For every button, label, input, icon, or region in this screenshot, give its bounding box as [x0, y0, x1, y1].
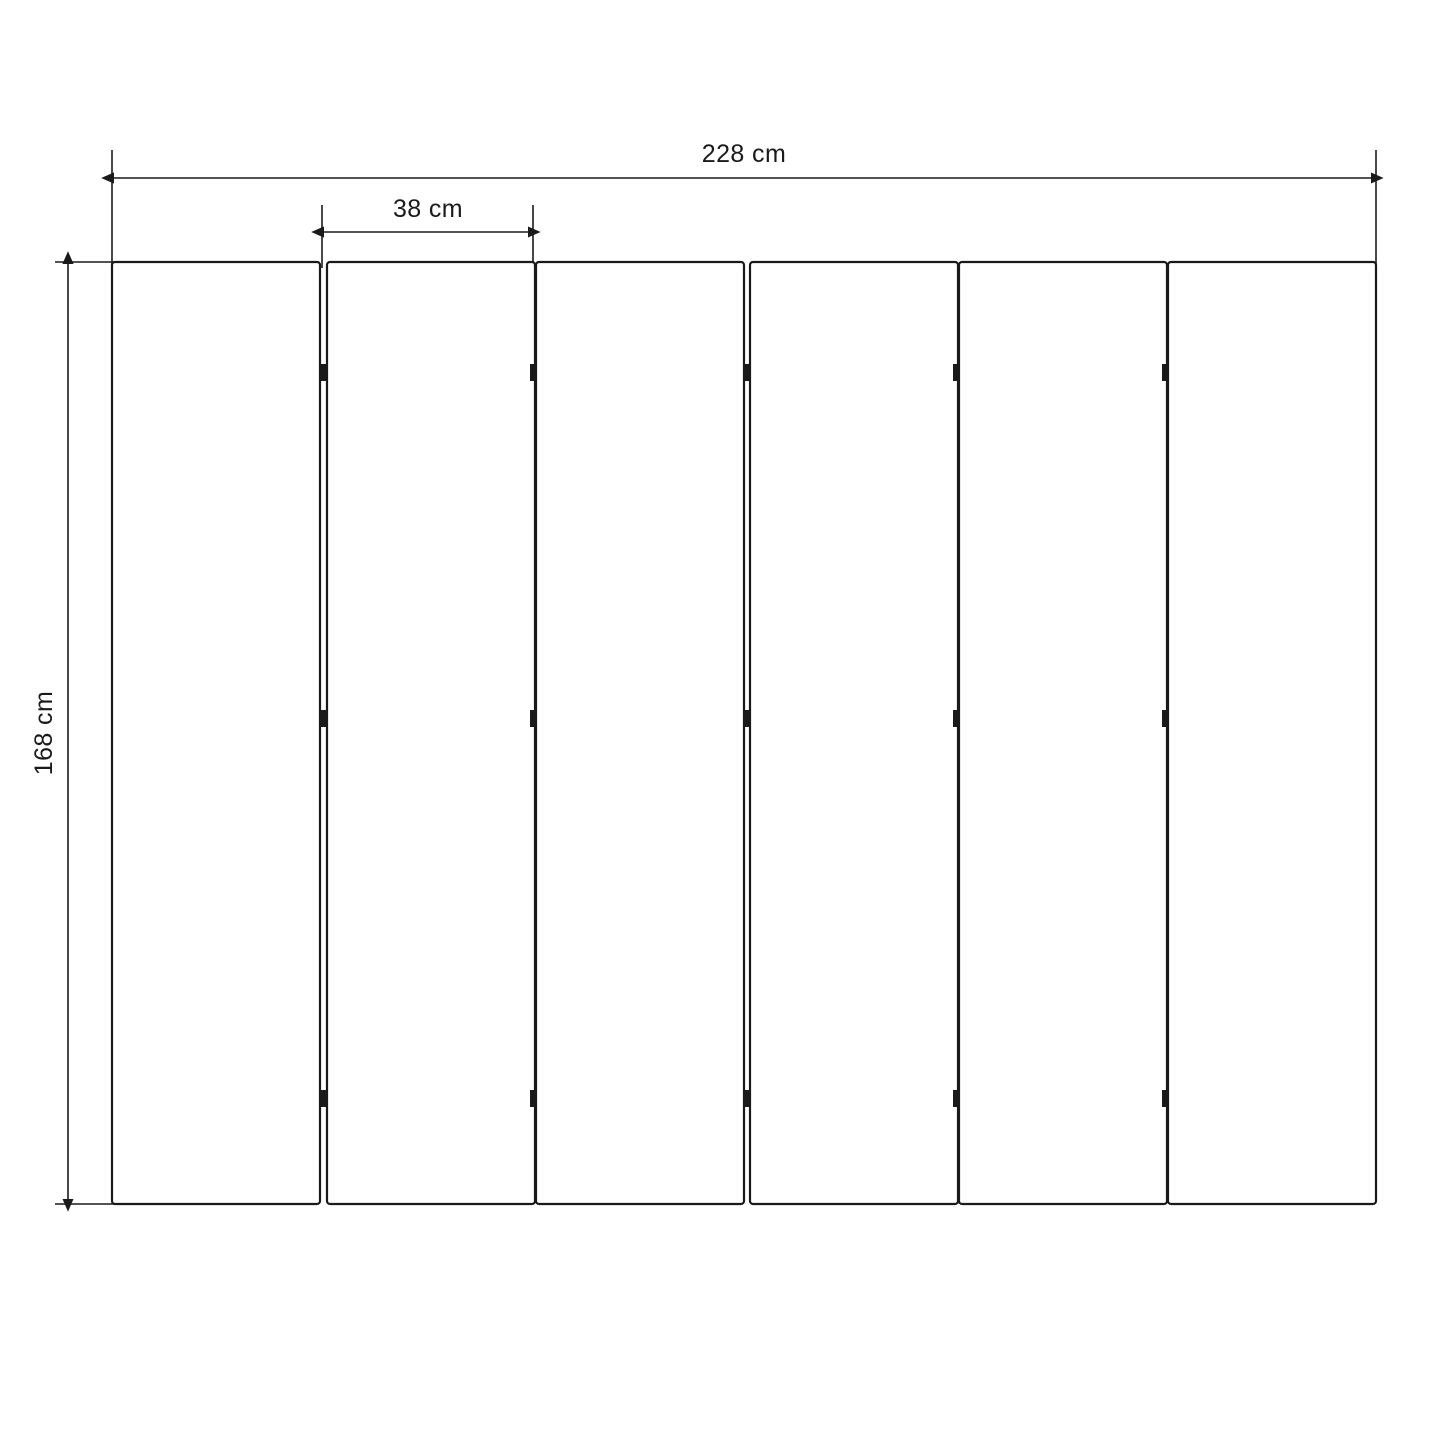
hinge-icon [953, 710, 959, 727]
hinge-icon [320, 364, 326, 381]
hinge-icon [744, 710, 750, 727]
hinge-icon [744, 1090, 750, 1107]
panel-2 [327, 262, 535, 1204]
panel-1 [112, 262, 320, 1204]
hinge-icon [530, 1090, 536, 1107]
hinge-icon [530, 710, 536, 727]
total-width-label: 228 cm [701, 140, 787, 168]
panel-group [112, 262, 1376, 1204]
hinge-icon [320, 710, 326, 727]
panel-width-label: 38 cm [392, 195, 464, 223]
hinge-icon [1162, 364, 1168, 381]
hinge-icon [530, 364, 536, 381]
hinge-icon [1162, 1090, 1168, 1107]
hinge-icon [953, 364, 959, 381]
hinge-icon [953, 1090, 959, 1107]
panel-6 [1168, 262, 1376, 1204]
height-label: 168 cm [30, 690, 58, 776]
panel-5 [959, 262, 1167, 1204]
panel-3 [536, 262, 744, 1204]
hinge-icon [1162, 710, 1168, 727]
hinge-icon [744, 364, 750, 381]
panel-4 [750, 262, 958, 1204]
hinge-icon [320, 1090, 326, 1107]
